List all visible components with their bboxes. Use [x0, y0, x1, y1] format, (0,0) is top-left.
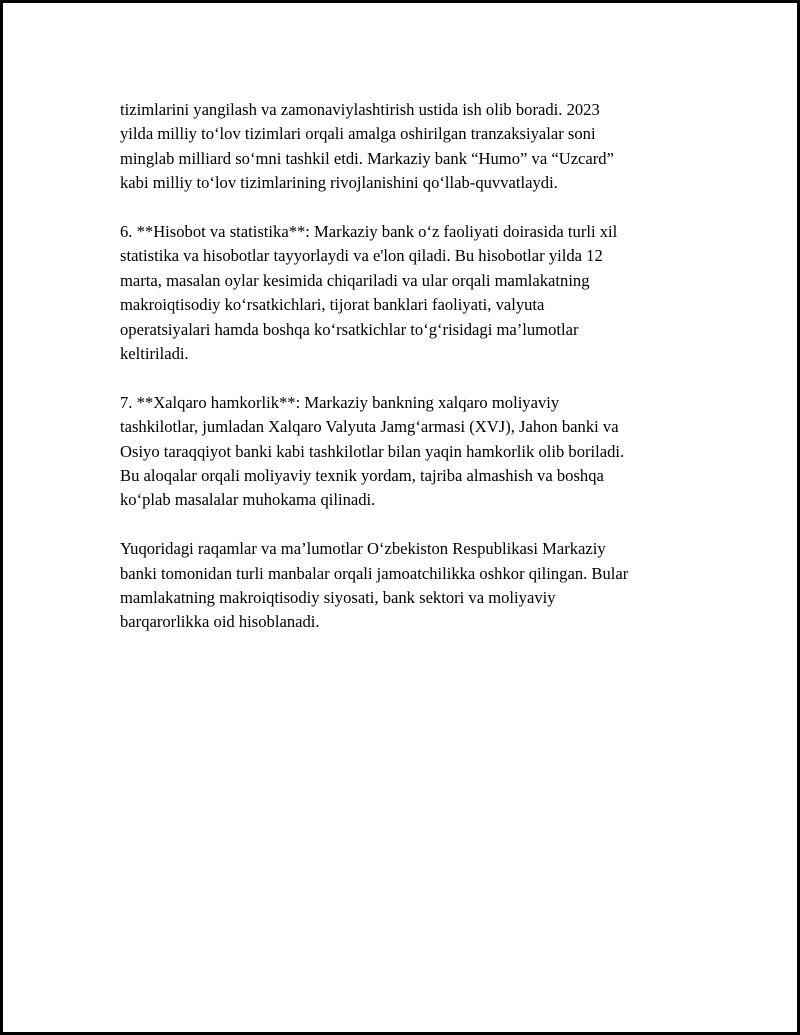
document-body — [120, 98, 700, 659]
paragraph-conclusion: Yuqoridagi raqamlar va ma’lumotlar O‘zbekiston Respublikasi Markaziy banki tomonidan turli manbalar orqali jamoatchilikka oshkor qilingan. Bular mamlakatning makroiqtisodiy siyosati, bank sektori va moliyaviy barqarorlikka oid hisoblanadi. — [120, 539, 629, 632]
paragraph-payment-systems: tizimlarini yangilash va zamonaviylashtirish ustida ish olib boradi. 2023 yilda milliy to‘lov tizimlari orqali amalga oshirilgan tranzaksiyalar soni minglab milliard so‘mni tashkil etdi. Markaziy bank “Humo” va “Uzcard” kabi milliy to‘lov tizimlarining rivojlanishini qo‘llab-quvvatlaydi. — [120, 100, 614, 193]
paragraph-reports-statistics: 6. **Hisobot va statistika**: Markaziy bank o‘z faoliyati doirasida turli xil statistika va hisobotlar tayyorlaydi va e'lon qiladi. Bu hisobotlar yilda 12 marta, masalan oylar kesimida chiqariladi va ular orqali mamlakatning makroiqtisodiy ko‘rsatkichlari, tijorat banklari faoliyati, valyuta operatsiyalari hamda boshqa ko‘rsatkichlar to‘g‘risidagi ma’lumotlar keltiriladi. — [120, 222, 618, 364]
paragraph-international-cooperation: 7. **Xalqaro hamkorlik**: Markaziy bankning xalqaro moliyaviy tashkilotlar, jumladan Xalqaro Valyuta Jamg‘armasi (XVJ), Jahon banki va Osiyo taraqqiyot banki kabi tashkilotlar bilan yaqin hamkorlik olib boriladi. Bu aloqalar orqali moliyaviy texnik yordam, tajriba almashish va boshqa ko‘plab masalalar muhokama qilinadi. — [120, 392, 625, 510]
